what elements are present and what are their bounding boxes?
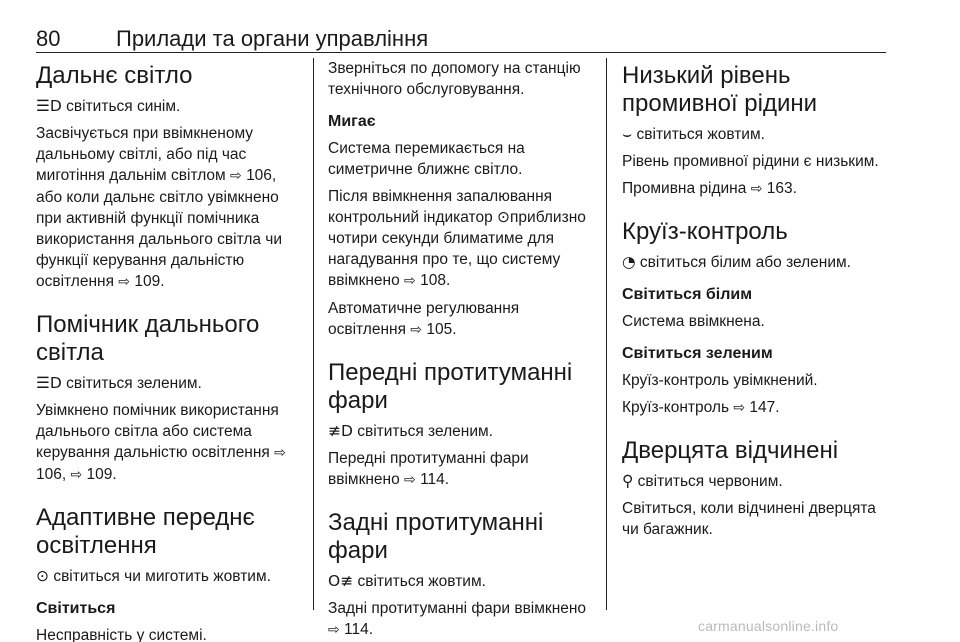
front-fog-light-icon: ≢D xyxy=(328,422,353,440)
section-title: Низький рівень промивної рідини xyxy=(622,62,818,117)
page-ref-icon: ⇨ xyxy=(404,273,416,289)
indicator-line xyxy=(622,124,892,145)
page-ref-icon: ⇨ xyxy=(70,467,83,483)
paragraph: Зверніться по допомогу на станцію технічного обслуговування. xyxy=(328,60,581,98)
section-title: Дальнє світло xyxy=(36,62,193,89)
indicator-text: світиться зеленим. xyxy=(357,423,493,440)
page-ref-link[interactable]: 108. xyxy=(420,272,451,289)
paragraph: Система перемикається на симетричне ближнє світло. xyxy=(328,140,525,178)
page-ref-link[interactable]: 147. xyxy=(749,399,780,416)
indicator-line xyxy=(328,421,593,442)
subheading: Світиться xyxy=(36,600,116,617)
section-title: Адаптивне переднє освітлення xyxy=(36,504,255,559)
page-ref-icon: ⇨ xyxy=(733,400,746,416)
column-3 xyxy=(622,58,892,540)
indicator-line xyxy=(622,252,892,273)
column-divider xyxy=(313,58,314,610)
door-open-icon: ⚲ xyxy=(622,472,634,490)
paragraph-text: приблизно чотири секунди блиматиме для нагадування про те, що систему ввімкнено xyxy=(328,209,586,289)
column-1 xyxy=(36,58,296,642)
paragraph xyxy=(622,397,892,419)
indicator-text: світиться чи миготить жовтим. xyxy=(53,568,271,585)
rear-fog-light-icon: O≢ xyxy=(328,572,354,590)
paragraph: Рівень промивної рідини є низьким. xyxy=(622,153,879,170)
high-beam-assist-icon: ☰D xyxy=(36,374,62,392)
page-title: Прилади та органи управління xyxy=(116,26,429,51)
section-title: Круїз-контроль xyxy=(622,218,788,245)
section-title: Дверцята відчинені xyxy=(622,437,839,464)
cruise-control-icon: ◔ xyxy=(622,253,636,271)
indicator-text: світиться білим або зеленим. xyxy=(639,254,851,271)
column-divider xyxy=(606,58,607,610)
page-ref-icon: ⇨ xyxy=(274,445,286,461)
adaptive-light-icon: ⊙ xyxy=(497,208,511,226)
paragraph-text: Засвічується при ввімкненому дальньому світлі, або під час миготіння дальнім світлом xyxy=(36,125,254,184)
page-ref-link[interactable]: 109. xyxy=(86,466,117,483)
paragraph: Світиться, коли відчинені дверцята чи багажник. xyxy=(622,500,876,538)
paragraph-text: Круїз-контроль xyxy=(622,399,730,416)
subheading: Світиться зеленим xyxy=(622,345,773,362)
page-ref-link[interactable]: 163. xyxy=(766,180,797,197)
paragraph xyxy=(36,123,296,293)
page-ref-icon: ⇨ xyxy=(118,274,131,290)
paragraph xyxy=(328,298,593,341)
header-rule xyxy=(36,52,886,53)
paragraph-text: Задні протитуманні фари ввімкнено xyxy=(328,600,587,617)
page-ref-icon: ⇨ xyxy=(328,622,340,638)
indicator-line xyxy=(622,471,892,492)
paragraph xyxy=(328,448,593,491)
page-ref-link[interactable]: 106, xyxy=(246,167,277,184)
adaptive-light-icon: ⊙ xyxy=(36,567,49,585)
paragraph: Система ввімкнена. xyxy=(622,313,765,330)
page-ref-icon: ⇨ xyxy=(410,322,423,338)
washer-fluid-icon: ⌣ xyxy=(622,125,633,143)
indicator-text: світиться жовтим. xyxy=(636,126,765,143)
paragraph-text: або коли дальнє світло увімкнено при активній функції помічника використання дальнього світла чи функції керування дальністю освітлення xyxy=(36,189,283,290)
indicator-text: світиться зеленим. xyxy=(66,375,202,392)
high-beam-icon: ☰D xyxy=(36,97,62,115)
watermark: carmanualsonline.info xyxy=(698,618,839,634)
indicator-text: світиться жовтим. xyxy=(357,573,486,590)
indicator-text: світиться синім. xyxy=(66,98,181,115)
page-ref-link[interactable]: 114. xyxy=(420,471,450,488)
page-ref-link[interactable]: 106, xyxy=(36,466,67,483)
paragraph-text: Автоматичне регулювання освітлення xyxy=(328,300,520,338)
section-title: Задні протитуманні фари xyxy=(328,509,544,564)
paragraph: Несправність у системі. xyxy=(36,627,207,642)
paragraph-text: Після ввімкнення запалювання контрольний індикатор xyxy=(328,188,553,226)
page-ref-link[interactable]: 114. xyxy=(344,621,374,638)
paragraph-text: Передні протитуманні фари ввімкнено xyxy=(328,450,529,488)
paragraph xyxy=(328,598,593,641)
page-ref-icon: ⇨ xyxy=(750,181,763,197)
paragraph-text: Увімкнено помічник використання дальнього світла або система керування дальністю освітлення xyxy=(36,402,279,461)
indicator-line xyxy=(36,96,296,117)
paragraph-text: Промивна рідина xyxy=(622,180,747,197)
page-ref-link[interactable]: 105. xyxy=(426,321,457,338)
page-ref-link[interactable]: 109. xyxy=(134,273,165,290)
paragraph xyxy=(622,178,892,200)
column-2 xyxy=(328,58,593,641)
page-number: 80 xyxy=(36,26,61,51)
page-ref-icon: ⇨ xyxy=(230,168,242,184)
indicator-line xyxy=(36,373,296,394)
paragraph: Круїз-контроль увімкнений. xyxy=(622,372,818,389)
indicator-line xyxy=(36,566,296,587)
indicator-text: світиться червоним. xyxy=(637,473,783,490)
page-ref-icon: ⇨ xyxy=(404,472,416,488)
paragraph xyxy=(36,400,296,486)
subheading: Мигає xyxy=(328,113,376,130)
paragraph xyxy=(328,186,593,292)
subheading: Світиться білим xyxy=(622,286,753,303)
section-title: Помічник дальнього світла xyxy=(36,311,260,366)
section-title: Передні протитуманні фари xyxy=(328,359,573,414)
indicator-line xyxy=(328,571,593,592)
